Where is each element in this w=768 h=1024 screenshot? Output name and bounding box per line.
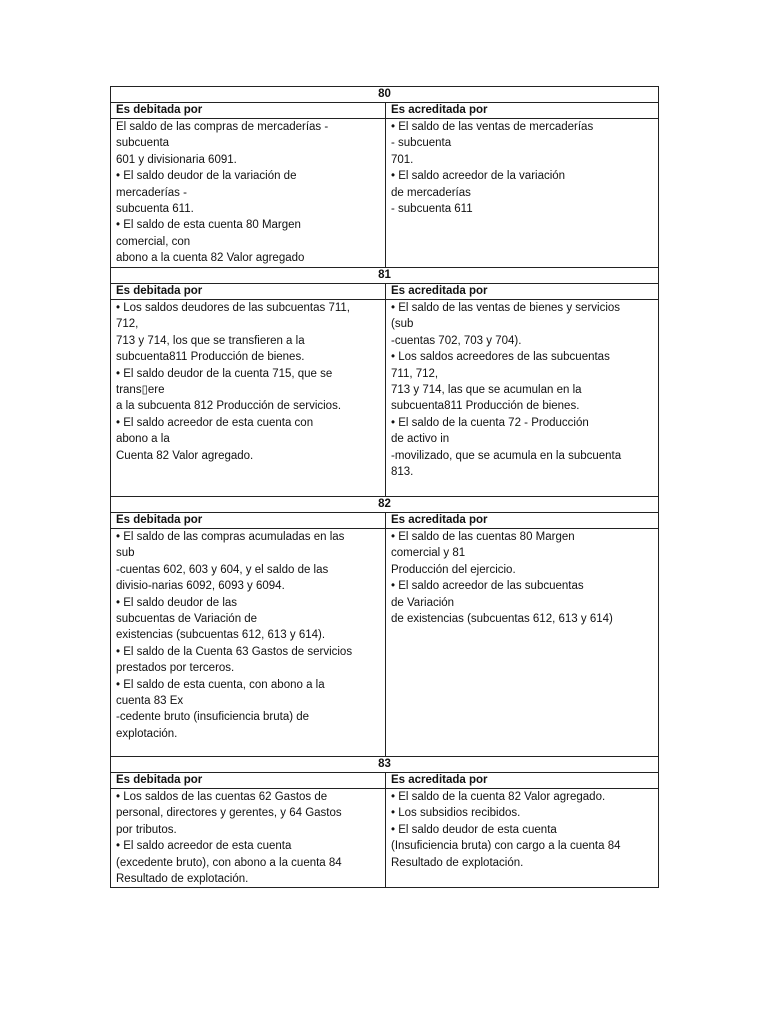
account-number: 80 [111, 87, 659, 103]
credit-cell: • El saldo de la cuenta 82 Valor agregado. • Los subsidios recibidos. • El saldo deudor de esta cuenta (Insuficiencia bruta) con cargo a la cuenta 84 Resultado de explotación. [386, 789, 659, 888]
account-number-row [111, 497, 659, 513]
debit-header: Es debitada por [111, 513, 386, 529]
header-row [111, 103, 659, 119]
credit-header: Es acreditada por [386, 773, 659, 789]
credit-header: Es acreditada por [386, 284, 659, 300]
debit-cell: • El saldo de las compras acumuladas en las sub -cuentas 602, 603 y 604, y el saldo de las divisio-narias 6092, 6093 y 6094. • El saldo deudor de las subcuentas de Variación de existencias (subcuentas 612, 613 y 614). • El saldo de la Cuenta 63 Gastos de servicios prestados por terceros. • El saldo de esta cuenta, con abono a la cuenta 83 Ex -cedente bruto (insuficiencia bruta) de explotación. [111, 529, 386, 757]
accounts-sheet [110, 86, 658, 888]
credit-cell: • El saldo de las ventas de mercaderías - subcuenta 701. • El saldo acreedor de la variación de mercaderías - subcuenta 611 [386, 119, 659, 268]
account-number: 83 [111, 757, 659, 773]
account-number-row [111, 87, 659, 103]
debit-header: Es debitada por [111, 103, 386, 119]
header-row [111, 284, 659, 300]
credit-header: Es acreditada por [386, 103, 659, 119]
debit-cell: El saldo de las compras de mercaderías - subcuenta 601 y divisionaria 6091. • El saldo deudor de la variación de mercaderías - subcuenta 611. • El saldo de esta cuenta 80 Margen comercial, con abono a la cuenta 82 Valor agregado [111, 119, 386, 268]
content-row [111, 300, 659, 497]
accounts-table [110, 86, 659, 888]
content-row [111, 119, 659, 268]
debit-header: Es debitada por [111, 284, 386, 300]
header-row [111, 513, 659, 529]
account-number: 82 [111, 497, 659, 513]
content-row [111, 529, 659, 757]
content-row [111, 789, 659, 888]
debit-cell: • Los saldos de las cuentas 62 Gastos de personal, directores y gerentes, y 64 Gastos por tributos. • El saldo acreedor de esta cuenta (excedente bruto), con abono a la cuenta 84 Resultado de explotación. [111, 789, 386, 888]
credit-header: Es acreditada por [386, 513, 659, 529]
header-row [111, 773, 659, 789]
credit-cell: • El saldo de las ventas de bienes y servicios (sub -cuentas 702, 703 y 704). • Los saldos acreedores de las subcuentas 711, 712, 713 y 714, las que se acumulan en la subcuenta811 Producción de bienes. • El saldo de la cuenta 72 - Producción de activo in -movilizado, que se acumula en la subcuenta 813. [386, 300, 659, 497]
debit-cell: • Los saldos deudores de las subcuentas 711, 712, 713 y 714, los que se transfieren a la subcuenta811 Producción de bienes. • El saldo deudor de la cuenta 715, que se trans▯ere a la subcuenta 812 Producción de servicios. • El saldo acreedor de esta cuenta con abono a la Cuenta 82 Valor agregado. [111, 300, 386, 497]
account-number-row [111, 268, 659, 284]
credit-cell: • El saldo de las cuentas 80 Margen comercial y 81 Producción del ejercicio. • El saldo acreedor de las subcuentas de Variación de existencias (subcuentas 612, 613 y 614) [386, 529, 659, 757]
account-number-row [111, 757, 659, 773]
debit-header: Es debitada por [111, 773, 386, 789]
account-number: 81 [111, 268, 659, 284]
